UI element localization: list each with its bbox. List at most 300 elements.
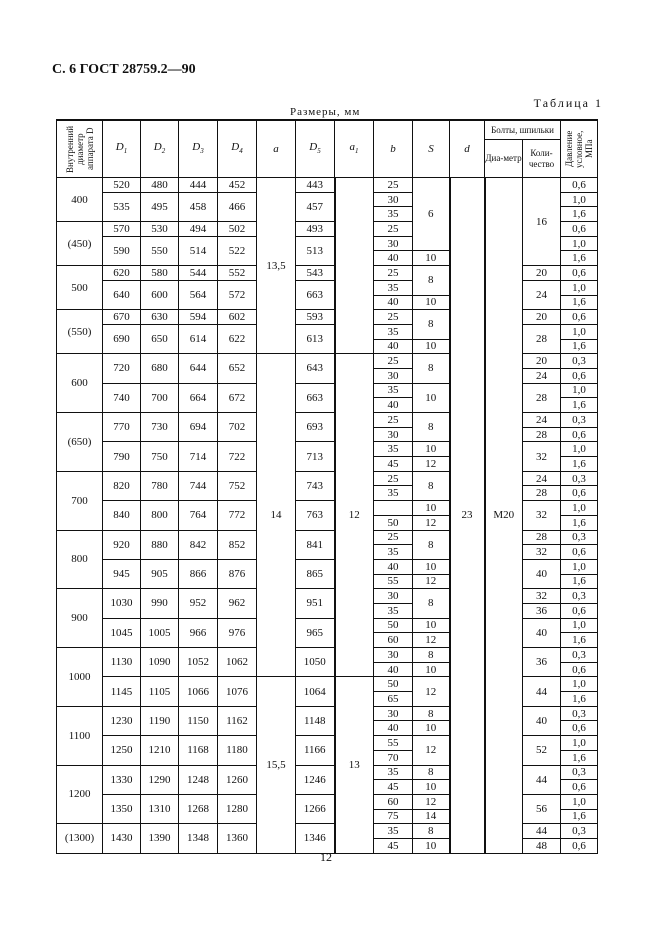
S-cell: 10 <box>413 662 450 677</box>
D3-cell: 714 <box>179 442 218 471</box>
header-D3: $D_3$ <box>179 120 218 178</box>
D2-cell: 1290 <box>141 765 179 794</box>
pressure-cell: 1,0 <box>561 559 598 574</box>
pressure-cell: 0,3 <box>561 824 598 839</box>
S-cell: 14 <box>413 809 450 824</box>
pressure-cell: 1,0 <box>561 442 598 457</box>
D5-cell: 457 <box>296 192 335 221</box>
D5-cell: 743 <box>296 471 335 500</box>
D4-cell: 976 <box>218 618 257 647</box>
D5-cell: 493 <box>296 222 335 237</box>
D4-cell: 1280 <box>218 794 257 823</box>
D1-cell: 770 <box>103 413 141 442</box>
bolt-quantity-cell: 32 <box>523 545 561 560</box>
S-cell: 12 <box>413 794 450 809</box>
D1-cell: 1130 <box>103 648 141 677</box>
D2-cell: 750 <box>141 442 179 471</box>
D5-cell: 841 <box>296 530 335 559</box>
D4-cell: 672 <box>218 383 257 412</box>
D2-cell: 680 <box>141 354 179 383</box>
D2-cell: 650 <box>141 324 179 353</box>
D2-cell: 700 <box>141 383 179 412</box>
D4-cell: 1062 <box>218 648 257 677</box>
S-cell: 10 <box>413 618 450 633</box>
D5-cell: 443 <box>296 178 335 193</box>
bolt-quantity-cell: 40 <box>523 559 561 588</box>
D5-cell: 543 <box>296 266 335 281</box>
b-cell: 25 <box>374 471 413 486</box>
bolt-quantity-cell: 36 <box>523 603 561 618</box>
D1-cell: 590 <box>103 236 141 265</box>
bolt-quantity-cell: 40 <box>523 706 561 735</box>
S-cell: 12 <box>413 633 450 648</box>
D3-cell: 966 <box>179 618 218 647</box>
D4-cell: 572 <box>218 280 257 309</box>
pressure-cell: 0,6 <box>561 545 598 560</box>
D5-cell: 965 <box>296 618 335 647</box>
D2-cell: 600 <box>141 280 179 309</box>
D2-cell: 530 <box>141 222 179 237</box>
D3-cell: 1268 <box>179 794 218 823</box>
inner-diameter-cell: (450) <box>57 222 103 266</box>
pressure-cell: 1,0 <box>561 324 598 339</box>
S-cell: 8 <box>413 589 450 618</box>
D5-cell: 663 <box>296 280 335 309</box>
a1-cell: 13 <box>335 677 374 853</box>
S-cell: 10 <box>413 721 450 736</box>
b-cell: 40 <box>374 721 413 736</box>
pressure-cell: 0,6 <box>561 266 598 281</box>
pressure-cell: 0,6 <box>561 721 598 736</box>
header-bolt-diameter: Диа-метр <box>485 140 523 178</box>
D3-cell: 842 <box>179 530 218 559</box>
b-cell: 35 <box>374 324 413 339</box>
D4-cell: 772 <box>218 501 257 530</box>
D4-cell: 522 <box>218 236 257 265</box>
pressure-cell: 0,6 <box>561 486 598 501</box>
b-cell: 40 <box>374 295 413 310</box>
bolt-quantity-cell: 48 <box>523 838 561 853</box>
bolt-quantity-cell: 20 <box>523 266 561 281</box>
inner-diameter-cell: 500 <box>57 266 103 310</box>
b-cell: 50 <box>374 677 413 692</box>
D5-cell: 593 <box>296 310 335 325</box>
D5-cell: 663 <box>296 383 335 412</box>
D1-cell: 790 <box>103 442 141 471</box>
D5-cell: 1346 <box>296 824 335 853</box>
inner-diameter-cell: (1300) <box>57 824 103 853</box>
D1-cell: 1045 <box>103 618 141 647</box>
b-cell: 60 <box>374 794 413 809</box>
S-cell: 8 <box>413 648 450 663</box>
pressure-cell: 0,3 <box>561 589 598 604</box>
b-cell: 25 <box>374 354 413 369</box>
page-number: 12 <box>320 850 332 864</box>
bolt-quantity-cell: 32 <box>523 501 561 530</box>
D2-cell: 780 <box>141 471 179 500</box>
D3-cell: 664 <box>179 383 218 412</box>
D4-cell: 622 <box>218 324 257 353</box>
b-cell: 40 <box>374 662 413 677</box>
D2-cell: 1210 <box>141 736 179 765</box>
b-cell: 35 <box>374 280 413 295</box>
header-inner-diameter: Внутренний диаметр аппарата D <box>57 120 103 178</box>
D3-cell: 1066 <box>179 677 218 706</box>
S-cell: 10 <box>413 251 450 266</box>
pressure-cell: 1,0 <box>561 677 598 692</box>
b-cell: 35 <box>374 383 413 398</box>
pressure-cell: 0,6 <box>561 427 598 442</box>
D3-cell: 1052 <box>179 648 218 677</box>
b-cell: 30 <box>374 236 413 251</box>
bolt-quantity-cell: 24 <box>523 413 561 428</box>
pressure-cell: 1,0 <box>561 192 598 207</box>
D5-cell: 693 <box>296 413 335 442</box>
S-cell: 10 <box>413 501 450 516</box>
D1-cell: 535 <box>103 192 141 221</box>
bolt-quantity-cell: 24 <box>523 471 561 486</box>
D3-cell: 544 <box>179 266 218 281</box>
pressure-cell: 1,6 <box>561 457 598 472</box>
D5-cell: 951 <box>296 589 335 618</box>
pressure-cell: 0,3 <box>561 530 598 545</box>
d-cell: 23 <box>450 178 485 854</box>
S-cell: 8 <box>413 765 450 780</box>
D1-cell: 720 <box>103 354 141 383</box>
D2-cell: 730 <box>141 413 179 442</box>
header-d: d <box>450 120 485 178</box>
D4-cell: 752 <box>218 471 257 500</box>
D4-cell: 466 <box>218 192 257 221</box>
a1-cell: 12 <box>335 354 374 677</box>
a1-cell <box>335 178 374 354</box>
D4-cell: 1360 <box>218 824 257 853</box>
D1-cell: 570 <box>103 222 141 237</box>
pressure-cell: 0,3 <box>561 765 598 780</box>
b-cell: 25 <box>374 266 413 281</box>
pressure-cell: 0,6 <box>561 838 598 853</box>
D1-cell: 1145 <box>103 677 141 706</box>
pressure-cell: 1,0 <box>561 383 598 398</box>
b-cell: 30 <box>374 589 413 604</box>
D2-cell: 1105 <box>141 677 179 706</box>
table-row <box>57 178 598 193</box>
S-cell: 8 <box>413 824 450 839</box>
D1-cell: 520 <box>103 178 141 193</box>
b-cell: 60 <box>374 633 413 648</box>
inner-diameter-cell: (650) <box>57 413 103 472</box>
D4-cell: 1162 <box>218 706 257 735</box>
bolt-quantity-cell: 28 <box>523 530 561 545</box>
D2-cell: 800 <box>141 501 179 530</box>
S-cell: 10 <box>413 295 450 310</box>
b-cell: 50 <box>374 618 413 633</box>
header-bolt-quantity: Коли-чество <box>523 140 561 178</box>
D5-cell: 763 <box>296 501 335 530</box>
D1-cell: 1350 <box>103 794 141 823</box>
bolt-quantity-cell: 20 <box>523 310 561 325</box>
S-cell: 8 <box>413 706 450 721</box>
bolt-quantity-cell: 44 <box>523 824 561 839</box>
b-cell: 30 <box>374 192 413 207</box>
bolt-quantity-cell: 32 <box>523 442 561 471</box>
pressure-cell: 1,6 <box>561 207 598 222</box>
S-cell: 8 <box>413 266 450 295</box>
bolt-quantity-cell: 24 <box>523 368 561 383</box>
b-cell: 45 <box>374 457 413 472</box>
D4-cell: 702 <box>218 413 257 442</box>
header-bolts: Болты, шпильки <box>485 120 561 140</box>
b-cell: 40 <box>374 251 413 266</box>
b-cell: 25 <box>374 530 413 545</box>
D5-cell: 713 <box>296 442 335 471</box>
D4-cell: 502 <box>218 222 257 237</box>
D1-cell: 1330 <box>103 765 141 794</box>
S-cell: 8 <box>413 413 450 442</box>
inner-diameter-cell: 700 <box>57 471 103 530</box>
D1-cell: 945 <box>103 559 141 588</box>
inner-diameter-cell: 1100 <box>57 706 103 765</box>
b-cell: 45 <box>374 780 413 795</box>
D2-cell: 990 <box>141 589 179 618</box>
bolt-quantity-cell: 52 <box>523 736 561 765</box>
S-cell: 8 <box>413 354 450 383</box>
b-cell: 35 <box>374 603 413 618</box>
b-cell: 40 <box>374 559 413 574</box>
b-cell: 40 <box>374 339 413 354</box>
D3-cell: 952 <box>179 589 218 618</box>
bolt-quantity-cell: 24 <box>523 280 561 309</box>
b-cell: 70 <box>374 750 413 765</box>
pressure-cell: 0,6 <box>561 603 598 618</box>
inner-diameter-cell: 900 <box>57 589 103 648</box>
pressure-cell: 0,3 <box>561 354 598 369</box>
b-cell: 25 <box>374 310 413 325</box>
D5-cell: 513 <box>296 236 335 265</box>
b-cell: 30 <box>374 648 413 663</box>
flange-dimensions-table <box>56 119 598 854</box>
D3-cell: 764 <box>179 501 218 530</box>
pressure-cell: 1,6 <box>561 251 598 266</box>
D5-cell: 613 <box>296 324 335 353</box>
D1-cell: 840 <box>103 501 141 530</box>
D3-cell: 444 <box>179 178 218 193</box>
header-S: S <box>413 120 450 178</box>
a-cell: 14 <box>257 354 296 677</box>
b-cell: 75 <box>374 809 413 824</box>
S-cell: 10 <box>413 383 450 412</box>
bolt-quantity-cell: 28 <box>523 324 561 353</box>
D2-cell: 1090 <box>141 648 179 677</box>
D3-cell: 744 <box>179 471 218 500</box>
pressure-cell: 0,3 <box>561 648 598 663</box>
header-D5: $D_5$ <box>296 120 335 178</box>
pressure-cell: 1,6 <box>561 398 598 413</box>
pressure-cell: 1,6 <box>561 633 598 648</box>
D3-cell: 1168 <box>179 736 218 765</box>
D4-cell: 962 <box>218 589 257 618</box>
D1-cell: 740 <box>103 383 141 412</box>
bolt-quantity-cell: 28 <box>523 427 561 442</box>
inner-diameter-cell: 1200 <box>57 765 103 824</box>
header-a1: $a_1$ <box>335 120 374 178</box>
D3-cell: 614 <box>179 324 218 353</box>
pressure-cell: 0,6 <box>561 662 598 677</box>
pressure-cell: 0,6 <box>561 310 598 325</box>
b-cell: 45 <box>374 838 413 853</box>
D3-cell: 1248 <box>179 765 218 794</box>
D2-cell: 1390 <box>141 824 179 853</box>
D1-cell: 690 <box>103 324 141 353</box>
S-cell: 10 <box>413 339 450 354</box>
b-cell: 55 <box>374 736 413 751</box>
D3-cell: 594 <box>179 310 218 325</box>
D4-cell: 876 <box>218 559 257 588</box>
bolt-quantity-cell: 16 <box>523 178 561 266</box>
pressure-cell: 1,0 <box>561 794 598 809</box>
D3-cell: 866 <box>179 559 218 588</box>
pressure-cell: 1,0 <box>561 501 598 516</box>
bolt-quantity-cell: 28 <box>523 383 561 412</box>
D5-cell: 865 <box>296 559 335 588</box>
pressure-cell: 0,6 <box>561 780 598 795</box>
D5-cell: 1148 <box>296 706 335 735</box>
D2-cell: 905 <box>141 559 179 588</box>
S-cell: 6 <box>413 178 450 251</box>
bolt-quantity-cell: 40 <box>523 618 561 647</box>
bolt-quantity-cell: 44 <box>523 677 561 706</box>
inner-diameter-cell: 400 <box>57 178 103 222</box>
header-b: b <box>374 120 413 178</box>
bolt-quantity-cell: 36 <box>523 648 561 677</box>
inner-diameter-cell: 800 <box>57 530 103 589</box>
D5-cell: 1050 <box>296 648 335 677</box>
D1-cell: 640 <box>103 280 141 309</box>
b-cell: 35 <box>374 545 413 560</box>
pressure-cell: 0,3 <box>561 706 598 721</box>
D4-cell: 1180 <box>218 736 257 765</box>
D4-cell: 1076 <box>218 677 257 706</box>
D4-cell: 652 <box>218 354 257 383</box>
b-cell: 50 <box>374 515 413 530</box>
S-cell: 12 <box>413 677 450 706</box>
D3-cell: 1348 <box>179 824 218 853</box>
b-cell: 30 <box>374 427 413 442</box>
D3-cell: 1150 <box>179 706 218 735</box>
D3-cell: 564 <box>179 280 218 309</box>
a-cell: 15,5 <box>257 677 296 853</box>
bolt-quantity-cell: 20 <box>523 354 561 369</box>
b-cell: 25 <box>374 178 413 193</box>
D4-cell: 1260 <box>218 765 257 794</box>
D1-cell: 620 <box>103 266 141 281</box>
D4-cell: 722 <box>218 442 257 471</box>
b-cell: 30 <box>374 706 413 721</box>
D2-cell: 630 <box>141 310 179 325</box>
D2-cell: 495 <box>141 192 179 221</box>
D3-cell: 514 <box>179 236 218 265</box>
a-cell: 13,5 <box>257 178 296 354</box>
D1-cell: 1250 <box>103 736 141 765</box>
page-header: С. 6 ГОСТ 28759.2—90 <box>52 62 196 77</box>
S-cell: 12 <box>413 574 450 589</box>
D2-cell: 1310 <box>141 794 179 823</box>
S-cell: 10 <box>413 838 450 853</box>
D1-cell: 670 <box>103 310 141 325</box>
header-a: a <box>257 120 296 178</box>
b-cell: 65 <box>374 692 413 707</box>
bolt-quantity-cell: 44 <box>523 765 561 794</box>
pressure-cell: 0,3 <box>561 471 598 486</box>
D1-cell: 920 <box>103 530 141 559</box>
b-cell: 35 <box>374 442 413 457</box>
S-cell: 12 <box>413 515 450 530</box>
S-cell: 8 <box>413 530 450 559</box>
table-name: Таблица 1 <box>533 96 603 110</box>
bolt-quantity-cell: 56 <box>523 794 561 823</box>
pressure-cell: 1,0 <box>561 280 598 295</box>
bolt-quantity-cell: 28 <box>523 486 561 501</box>
D3-cell: 458 <box>179 192 218 221</box>
D2-cell: 480 <box>141 178 179 193</box>
inner-diameter-cell: 1000 <box>57 648 103 707</box>
pressure-cell: 1,0 <box>561 236 598 251</box>
S-cell: 10 <box>413 559 450 574</box>
b-cell <box>374 501 413 516</box>
D1-cell: 1430 <box>103 824 141 853</box>
header-D2: $D_2$ <box>141 120 179 178</box>
D4-cell: 452 <box>218 178 257 193</box>
pressure-cell: 0,3 <box>561 413 598 428</box>
pressure-cell: 1,6 <box>561 339 598 354</box>
D3-cell: 494 <box>179 222 218 237</box>
D5-cell: 1266 <box>296 794 335 823</box>
b-cell: 35 <box>374 207 413 222</box>
D5-cell: 1166 <box>296 736 335 765</box>
S-cell: 10 <box>413 780 450 795</box>
D4-cell: 602 <box>218 310 257 325</box>
S-cell: 8 <box>413 310 450 339</box>
header-pressure: Давление условное, МПа <box>561 120 598 178</box>
D2-cell: 580 <box>141 266 179 281</box>
D4-cell: 852 <box>218 530 257 559</box>
b-cell: 40 <box>374 398 413 413</box>
D1-cell: 820 <box>103 471 141 500</box>
D2-cell: 880 <box>141 530 179 559</box>
pressure-cell: 1,6 <box>561 515 598 530</box>
inner-diameter-cell: (550) <box>57 310 103 354</box>
S-cell: 8 <box>413 471 450 500</box>
b-cell: 25 <box>374 413 413 428</box>
pressure-cell: 0,6 <box>561 178 598 193</box>
b-cell: 35 <box>374 824 413 839</box>
bolt-quantity-cell: 32 <box>523 589 561 604</box>
pressure-cell: 0,6 <box>561 222 598 237</box>
pressure-cell: 1,6 <box>561 692 598 707</box>
D5-cell: 1064 <box>296 677 335 706</box>
pressure-cell: 1,6 <box>561 295 598 310</box>
b-cell: 35 <box>374 765 413 780</box>
header-D1: $D_1$ <box>103 120 141 178</box>
pressure-cell: 1,6 <box>561 574 598 589</box>
D3-cell: 644 <box>179 354 218 383</box>
pressure-cell: 1,6 <box>561 809 598 824</box>
D1-cell: 1030 <box>103 589 141 618</box>
header-D4: $D_4$ <box>218 120 257 178</box>
pressure-cell: 1,0 <box>561 736 598 751</box>
dimensions-label: Размеры, мм <box>290 106 361 118</box>
b-cell: 35 <box>374 486 413 501</box>
